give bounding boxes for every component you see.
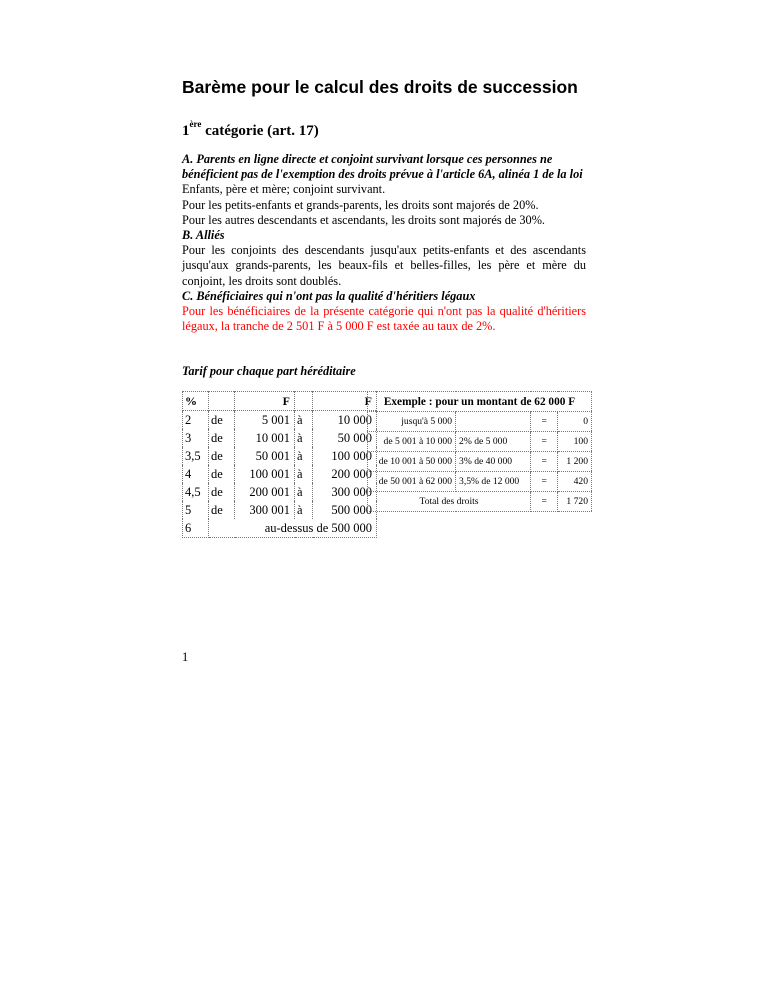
category-superscript: ère	[189, 119, 202, 129]
example-equals: =	[531, 452, 558, 472]
example-total-row	[368, 492, 592, 512]
rate-row	[183, 429, 377, 447]
example-detail: 3% de 40 000	[456, 452, 531, 472]
rate-row	[183, 483, 377, 501]
section-b-heading: B. Alliés	[182, 228, 225, 243]
rate-to: 50 000	[313, 429, 377, 447]
example-row	[368, 432, 592, 452]
rate-a: à	[295, 411, 313, 430]
rate-percent: 4,5	[183, 483, 209, 501]
example-range: de 10 001 à 50 000	[368, 452, 456, 472]
rate-de: de	[209, 465, 235, 483]
example-value: 100	[558, 432, 592, 452]
section-a-line2: Pour les petits-enfants et grands-parents, les droits sont majorés de 20%.	[182, 197, 539, 212]
rate-table	[182, 391, 377, 538]
section-a-line3: Pour les autres descendants et ascendants, les droits sont majorés de 30%.	[182, 212, 546, 227]
example-equals: =	[531, 432, 558, 452]
rate-a: à	[295, 501, 313, 519]
section-b-text: Pour les conjoints des descendants jusqu'aux petits-enfants et des ascendants jusqu'aux grands-parents, les beaux-fils et belles-filles, les père et mère du conjoint, les droits sont doublés.	[182, 243, 586, 288]
rate-table-header	[183, 392, 377, 411]
page-number: 1	[182, 650, 189, 664]
example-table	[367, 391, 592, 512]
rate-from: 200 001	[235, 483, 295, 501]
example-heading: Exemple : pour un montant de 62 000 F	[368, 392, 592, 412]
document-title: Barème pour le calcul des droits de succession	[182, 77, 578, 97]
example-total-label: Total des droits	[368, 492, 531, 512]
header-to-currency: F	[313, 392, 377, 411]
rate-percent: 5	[183, 501, 209, 519]
rate-to: 500 000	[313, 501, 377, 519]
rate-to: 10 000	[313, 411, 377, 430]
rate-percent: 4	[183, 465, 209, 483]
rate-row	[183, 447, 377, 465]
example-total-equals: =	[531, 492, 558, 512]
example-detail: 3,5% de 12 000	[456, 472, 531, 492]
example-range: jusqu'à 5 000	[368, 412, 456, 432]
rate-row	[183, 501, 377, 519]
rate-to: 100 000	[313, 447, 377, 465]
header-blank-a	[295, 392, 313, 411]
rate-row-last	[183, 519, 377, 538]
rate-de: de	[209, 411, 235, 430]
section-c-text: Pour les bénéficiaires de la présente catégorie qui n'ont pas la qualité d'héritiers légaux, la tranche de 2 501 F à 5 000 F est taxée au taux de 2%.	[182, 304, 586, 334]
example-row	[368, 472, 592, 492]
body-text	[182, 152, 586, 334]
section-c-heading: C. Bénéficiaires qui n'ont pas la qualité d'héritiers légaux	[182, 288, 476, 303]
rate-de: de	[209, 483, 235, 501]
category-number: 1	[182, 123, 190, 139]
example-equals: =	[531, 412, 558, 432]
example-value: 1 200	[558, 452, 592, 472]
rate-from: 50 001	[235, 447, 295, 465]
rate-a: à	[295, 447, 313, 465]
example-row	[368, 452, 592, 472]
rate-de: de	[209, 429, 235, 447]
example-detail	[456, 412, 531, 432]
header-percent: %	[183, 392, 209, 411]
rate-row	[183, 411, 377, 430]
rate-a: à	[295, 483, 313, 501]
example-value: 0	[558, 412, 592, 432]
rate-to: 200 000	[313, 465, 377, 483]
header-from-currency: F	[235, 392, 295, 411]
example-equals: =	[531, 472, 558, 492]
rate-percent: 2	[183, 411, 209, 430]
rate-de: de	[209, 501, 235, 519]
rate-above-text: au-dessus de 500 000	[209, 519, 377, 538]
example-detail: 2% de 5 000	[456, 432, 531, 452]
section-a-heading: A. Parents en ligne directe et conjoint survivant lorsque ces personnes ne bénéficient pas de l'exemption des droits prévue à l'article 6A, alinéa 1 de la loi	[182, 152, 583, 182]
section-a-line1: Enfants, père et mère; conjoint survivant.	[182, 182, 386, 197]
example-total-value: 1 720	[558, 492, 592, 512]
example-value: 420	[558, 472, 592, 492]
rate-a: à	[295, 429, 313, 447]
rate-from: 100 001	[235, 465, 295, 483]
rate-a: à	[295, 465, 313, 483]
rate-to: 300 000	[313, 483, 377, 501]
rate-percent: 3	[183, 429, 209, 447]
rate-de: de	[209, 447, 235, 465]
category-label: catégorie (art. 17)	[201, 123, 319, 139]
category-heading	[182, 121, 319, 140]
rate-from: 10 001	[235, 429, 295, 447]
rate-row	[183, 465, 377, 483]
example-range: de 5 001 à 10 000	[368, 432, 456, 452]
example-range: de 50 001 à 62 000	[368, 472, 456, 492]
rate-from: 300 001	[235, 501, 295, 519]
header-blank-de	[209, 392, 235, 411]
tarif-title: Tarif pour chaque part héréditaire	[182, 364, 356, 378]
rate-percent: 3,5	[183, 447, 209, 465]
rate-percent: 6	[183, 519, 209, 538]
example-row	[368, 412, 592, 432]
rate-from: 5 001	[235, 411, 295, 430]
